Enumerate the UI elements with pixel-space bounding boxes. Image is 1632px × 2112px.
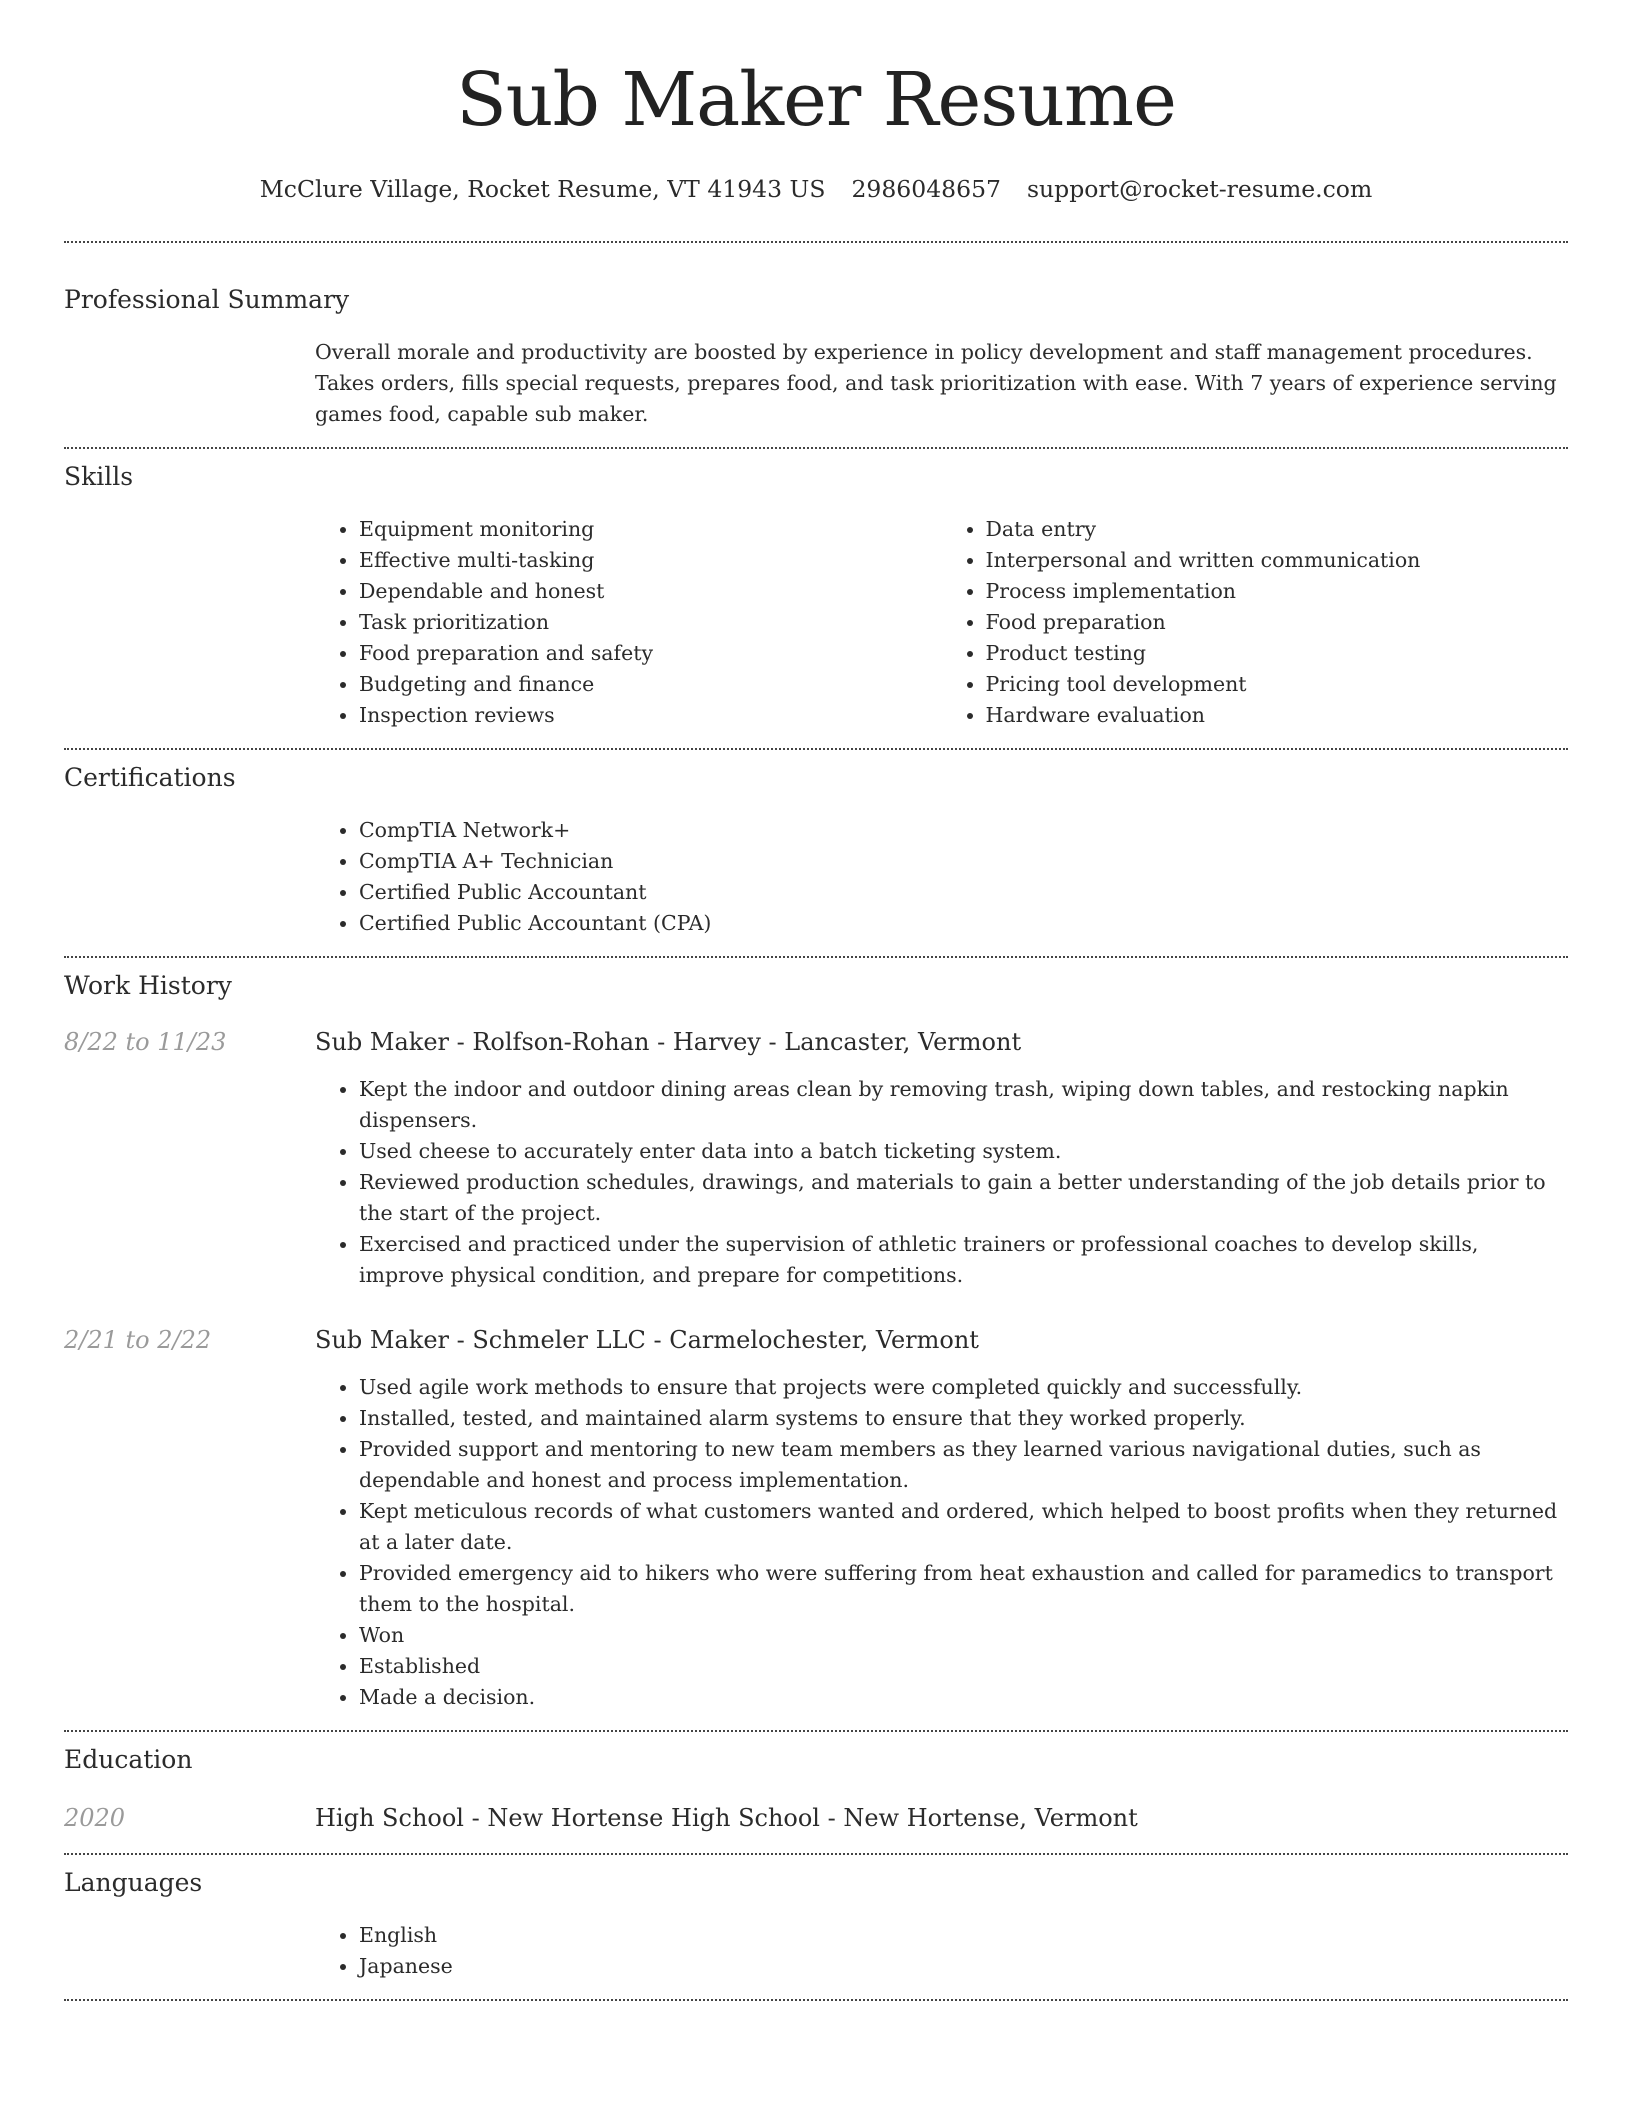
skill-item: • Process implementation (986, 576, 1569, 607)
section-title-work-history: Work History (64, 971, 232, 1000)
job-bullet: • Used cheese to accurately enter data into a batch ticketing system. (359, 1136, 1568, 1167)
divider (64, 1730, 1568, 1732)
job-heading: Sub Maker - Rolfson-Rohan - Harvey - Lancaster, Vermont (315, 1028, 1022, 1056)
skill-item: • Data entry (986, 514, 1569, 545)
job-bullet: • Installed, tested, and maintained alarm systems to ensure that they worked properly. (359, 1403, 1568, 1434)
job-heading: Sub Maker - Schmeler LLC - Carmelochester, Vermont (315, 1326, 979, 1354)
section-title-summary: Professional Summary (64, 285, 350, 314)
skills-columns (315, 514, 1568, 731)
skill-item: • Hardware evaluation (986, 700, 1569, 731)
divider (64, 748, 1568, 750)
skills-list-right (942, 514, 1569, 731)
divider (64, 956, 1568, 958)
contact-line (64, 172, 1568, 206)
job-dates: 8/22 to 11/23 (64, 1028, 227, 1056)
languages-section (64, 1866, 1568, 1982)
job-bullet: • Provided support and mentoring to new team members as they learned various navigational duties, such as dependable and honest and process implementation. (359, 1434, 1568, 1496)
job-body (315, 1074, 1568, 1291)
job-bullet: • Exercised and practiced under the supervision of athletic trainers or professional coaches to develop skills, improve physical condition, and prepare for competitions. (359, 1229, 1568, 1291)
education-section (64, 1743, 1568, 1835)
education-entry (64, 1801, 1568, 1835)
contact-address: McClure Village, Rocket Resume, VT 41943 US (259, 175, 826, 203)
skill-item: • Equipment monitoring (359, 514, 942, 545)
skill-item: • Task prioritization (359, 607, 942, 638)
job-bullet: • Kept meticulous records of what customers wanted and ordered, which helped to boost profits when they returned at a later date. (359, 1496, 1568, 1558)
skill-item: • Inspection reviews (359, 700, 942, 731)
divider (64, 241, 1568, 243)
languages-content (315, 1920, 1568, 1982)
job-header (64, 1025, 1568, 1059)
job-body (315, 1372, 1568, 1713)
summary-section (64, 283, 1568, 430)
certification-item: • CompTIA A+ Technician (359, 846, 1568, 877)
divider (64, 1999, 1568, 2001)
summary-text: Overall morale and productivity are boosted by experience in policy development and staff management procedures. Takes orders, fills special requests, prepares food, and task prioritization with ease. With 7 years of experience serving games food, capable sub maker. (315, 340, 1557, 426)
job-bullet: • Won (359, 1620, 1568, 1651)
section-title-education: Education (64, 1745, 193, 1774)
skill-item: • Interpersonal and written communication (986, 545, 1569, 576)
certifications-section (64, 761, 1568, 939)
education-year: 2020 (64, 1804, 126, 1832)
job-bullets (315, 1074, 1568, 1291)
skill-item: • Product testing (986, 638, 1569, 669)
resume-name: Sub Maker Resume (456, 57, 1176, 143)
job-bullet: • Kept the indoor and outdoor dining areas clean by removing trash, wiping down tables, and restocking napkin dispensers. (359, 1074, 1568, 1136)
language-item: • Japanese (359, 1951, 1568, 1982)
skill-item: • Dependable and honest (359, 576, 942, 607)
section-title-skills: Skills (64, 462, 134, 491)
job-bullet: • Provided emergency aid to hikers who were suffering from heat exhaustion and called for paramedics to transport them to the hospital. (359, 1558, 1568, 1620)
job-bullet: • Made a decision. (359, 1682, 1568, 1713)
section-title-certifications: Certifications (64, 763, 236, 792)
work-history-section (64, 969, 1568, 1713)
skills-section (64, 460, 1568, 731)
skill-item: • Food preparation (986, 607, 1569, 638)
divider (64, 447, 1568, 449)
certification-item: • Certified Public Accountant (CPA) (359, 908, 1568, 939)
skill-item: • Budgeting and finance (359, 669, 942, 700)
certifications-content (315, 815, 1568, 939)
section-title-languages: Languages (64, 1868, 203, 1897)
contact-phone: 2986048657 (851, 175, 1001, 203)
job-dates: 2/21 to 2/22 (64, 1326, 212, 1354)
skills-list-left (315, 514, 942, 731)
languages-list (315, 1920, 1568, 1982)
job-bullet: • Used agile work methods to ensure that projects were completed quickly and successfully. (359, 1372, 1568, 1403)
job-header (64, 1323, 1568, 1357)
certification-item: • Certified Public Accountant (359, 877, 1568, 908)
job-entry (64, 1323, 1568, 1713)
divider (64, 1853, 1568, 1855)
job-bullet: • Established (359, 1651, 1568, 1682)
skill-item: • Pricing tool development (986, 669, 1569, 700)
certifications-list (315, 815, 1568, 939)
job-bullets (315, 1372, 1568, 1713)
skill-item: • Effective multi-tasking (359, 545, 942, 576)
education-heading: High School - New Hortense High School - New Hortense, Vermont (315, 1804, 1138, 1832)
skill-item: • Food preparation and safety (359, 638, 942, 669)
job-bullet: • Reviewed production schedules, drawings, and materials to gain a better understanding of the job details prior to the start of the project. (359, 1167, 1568, 1229)
language-item: • English (359, 1920, 1568, 1951)
contact-email: support@rocket-resume.com (1026, 175, 1373, 203)
certification-item: • CompTIA Network+ (359, 815, 1568, 846)
job-entry (64, 1025, 1568, 1291)
